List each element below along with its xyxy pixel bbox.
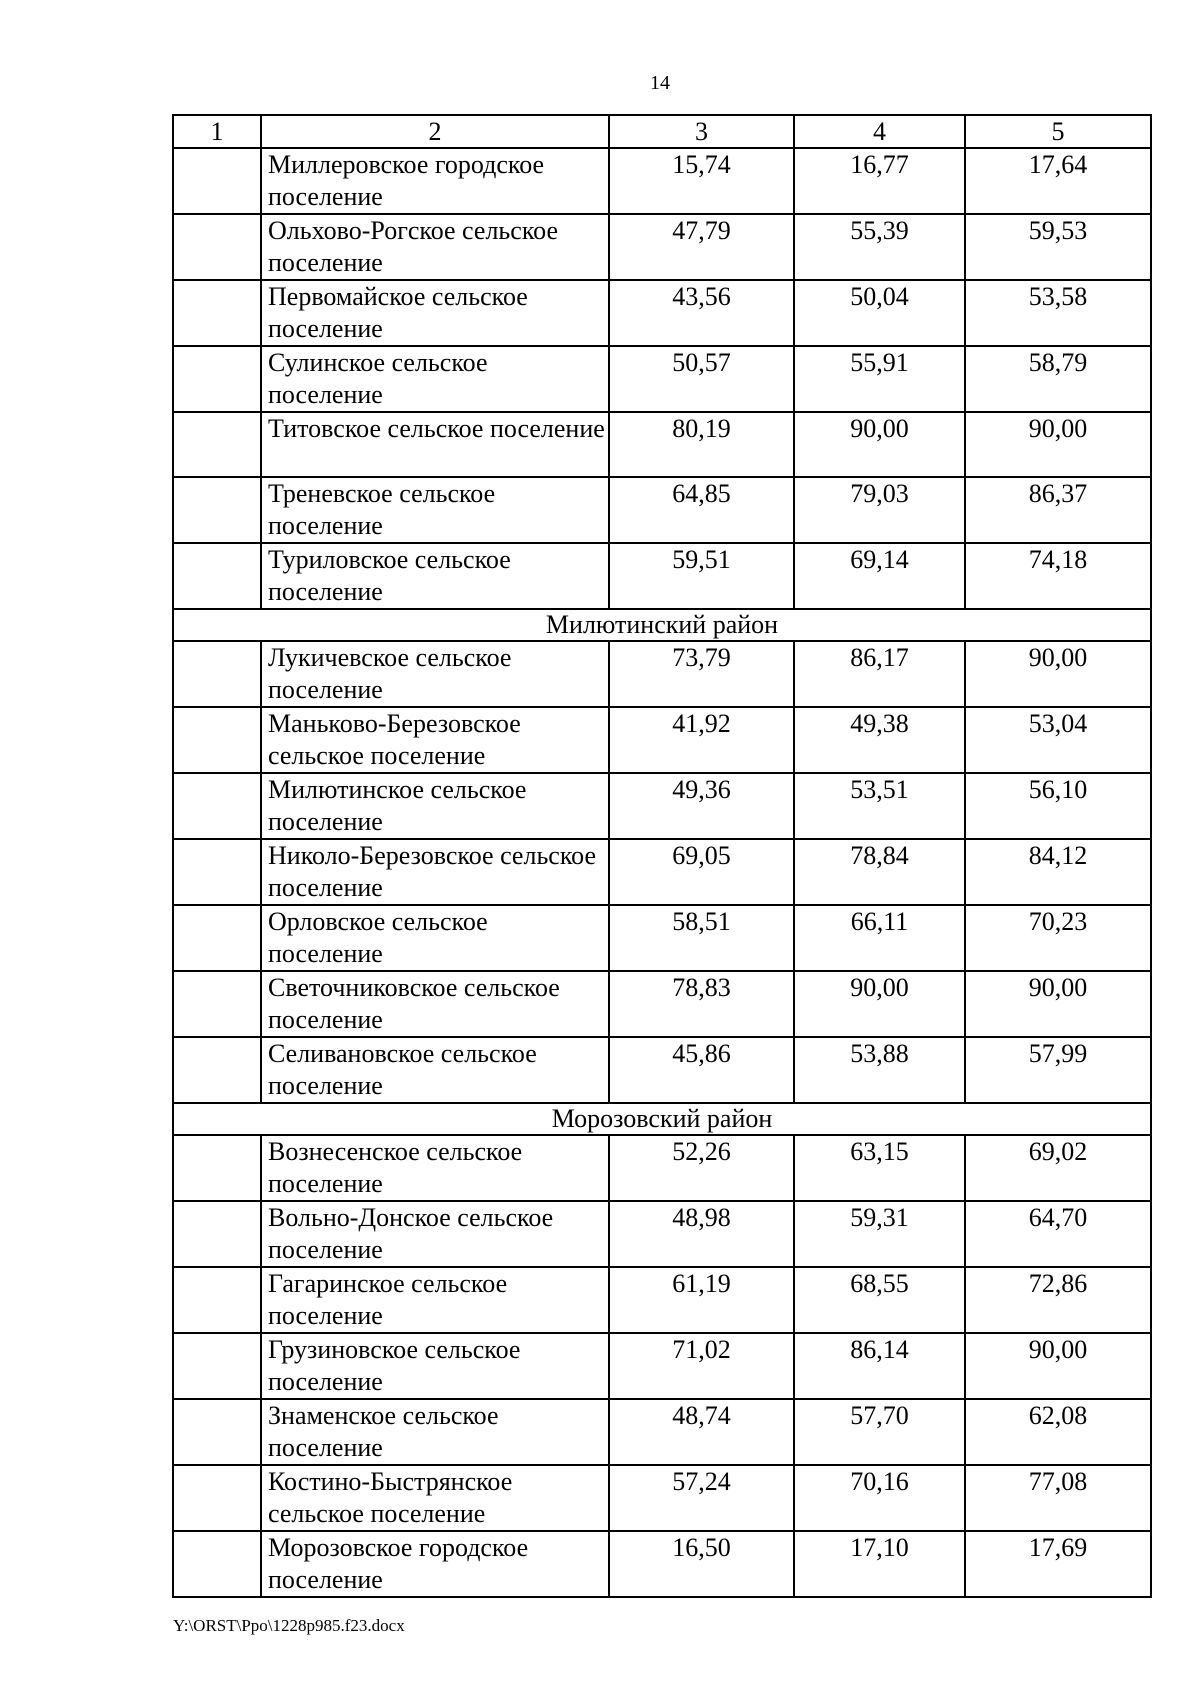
value-col3-cell: 47,79 (609, 214, 794, 280)
value-col5-cell: 59,53 (965, 214, 1151, 280)
settlement-name-cell: Ольхово-Рогское сельское поселение (261, 214, 609, 280)
value-col3-cell: 41,92 (609, 707, 794, 773)
table-row (173, 707, 1151, 773)
value-col3-cell: 61,19 (609, 1267, 794, 1333)
row-number-cell (173, 1531, 261, 1597)
table-row (173, 773, 1151, 839)
settlement-name-cell: Титовское сельское поселение (261, 412, 609, 477)
value-col3-cell: 78,83 (609, 971, 794, 1037)
value-col4-cell: 17,10 (794, 1531, 965, 1597)
table-row (173, 1399, 1151, 1465)
value-col3-cell: 49,36 (609, 773, 794, 839)
value-col4-cell: 90,00 (794, 971, 965, 1037)
value-col3-cell: 52,26 (609, 1135, 794, 1201)
value-col5-cell: 72,86 (965, 1267, 1151, 1333)
value-col3-cell: 48,98 (609, 1201, 794, 1267)
table-row (173, 1465, 1151, 1531)
table-row (173, 1037, 1151, 1103)
value-col3-cell: 48,74 (609, 1399, 794, 1465)
table-row (173, 1333, 1151, 1399)
value-col5-cell: 17,64 (965, 148, 1151, 214)
footer-file-path: Y:\ORST\Ppo\1228p985.f23.docx (173, 1616, 405, 1635)
row-number-cell (173, 1201, 261, 1267)
settlement-name-cell: Сулинское сельское поселение (261, 346, 609, 412)
value-col4-cell: 79,03 (794, 477, 965, 543)
table-row (173, 1201, 1151, 1267)
value-col4-cell: 90,00 (794, 412, 965, 477)
row-number-cell (173, 477, 261, 543)
value-col5-cell: 64,70 (965, 1201, 1151, 1267)
table-row (173, 971, 1151, 1037)
value-col4-cell: 55,91 (794, 346, 965, 412)
value-col4-cell: 50,04 (794, 280, 965, 346)
settlement-name-cell: Милютинское сельское поселение (261, 773, 609, 839)
column-header-1: 1 (173, 115, 261, 148)
value-col4-cell: 53,51 (794, 773, 965, 839)
value-col4-cell: 63,15 (794, 1135, 965, 1201)
table-row (173, 1135, 1151, 1201)
value-col5-cell: 57,99 (965, 1037, 1151, 1103)
row-number-cell (173, 1465, 261, 1531)
settlement-name-cell: Вольно-Донское сельское поселение (261, 1201, 609, 1267)
value-col4-cell: 16,77 (794, 148, 965, 214)
value-col3-cell: 45,86 (609, 1037, 794, 1103)
table-row (173, 346, 1151, 412)
settlement-name-cell: Грузиновское сельское поселение (261, 1333, 609, 1399)
table-row (173, 214, 1151, 280)
section-header-row (173, 609, 1151, 641)
row-number-cell (173, 543, 261, 609)
row-number-cell (173, 1135, 261, 1201)
value-col3-cell: 73,79 (609, 641, 794, 707)
value-col4-cell: 66,11 (794, 905, 965, 971)
value-col4-cell: 86,17 (794, 641, 965, 707)
table-row (173, 148, 1151, 214)
row-number-cell (173, 641, 261, 707)
value-col3-cell: 58,51 (609, 905, 794, 971)
value-col3-cell: 57,24 (609, 1465, 794, 1531)
value-col4-cell: 53,88 (794, 1037, 965, 1103)
value-col4-cell: 49,38 (794, 707, 965, 773)
row-number-cell (173, 1037, 261, 1103)
settlement-name-cell: Туриловское сельское поселение (261, 543, 609, 609)
table-row (173, 280, 1151, 346)
table-row (173, 412, 1151, 477)
table-row (173, 1531, 1151, 1597)
settlement-name-cell: Маньково-Березовское сельское поселение (261, 707, 609, 773)
row-number-cell (173, 148, 261, 214)
value-col3-cell: 80,19 (609, 412, 794, 477)
value-col5-cell: 74,18 (965, 543, 1151, 609)
value-col5-cell: 62,08 (965, 1399, 1151, 1465)
column-header-2: 2 (261, 115, 609, 148)
value-col4-cell: 68,55 (794, 1267, 965, 1333)
settlement-name-cell: Миллеровское городское поселение (261, 148, 609, 214)
settlement-name-cell: Селивановское сельское поселение (261, 1037, 609, 1103)
value-col3-cell: 64,85 (609, 477, 794, 543)
value-col4-cell: 55,39 (794, 214, 965, 280)
row-number-cell (173, 1333, 261, 1399)
column-header-3: 3 (609, 115, 794, 148)
settlement-name-cell: Светочниковское сельское поселение (261, 971, 609, 1037)
value-col3-cell: 50,57 (609, 346, 794, 412)
settlement-name-cell: Николо-Березовское сельское поселение (261, 839, 609, 905)
table-row (173, 905, 1151, 971)
value-col5-cell: 70,23 (965, 905, 1151, 971)
table-body (173, 148, 1151, 1597)
settlement-name-cell: Костино-Быстрянское сельское поселение (261, 1465, 609, 1531)
settlement-name-cell: Треневское сельское поселение (261, 477, 609, 543)
section-title: Милютинский район (173, 609, 1151, 641)
value-col5-cell: 86,37 (965, 477, 1151, 543)
column-header-4: 4 (794, 115, 965, 148)
row-number-cell (173, 412, 261, 477)
table-row (173, 543, 1151, 609)
value-col5-cell: 77,08 (965, 1465, 1151, 1531)
value-col3-cell: 16,50 (609, 1531, 794, 1597)
section-header-row (173, 1103, 1151, 1135)
data-table (172, 114, 1152, 1598)
settlement-name-cell: Морозовское городское поселение (261, 1531, 609, 1597)
value-col4-cell: 70,16 (794, 1465, 965, 1531)
value-col5-cell: 69,02 (965, 1135, 1151, 1201)
value-col5-cell: 90,00 (965, 412, 1151, 477)
row-number-cell (173, 214, 261, 280)
value-col5-cell: 58,79 (965, 346, 1151, 412)
value-col4-cell: 57,70 (794, 1399, 965, 1465)
value-col3-cell: 15,74 (609, 148, 794, 214)
value-col4-cell: 59,31 (794, 1201, 965, 1267)
value-col4-cell: 69,14 (794, 543, 965, 609)
row-number-cell (173, 839, 261, 905)
row-number-cell (173, 1399, 261, 1465)
table-row (173, 477, 1151, 543)
value-col5-cell: 53,58 (965, 280, 1151, 346)
row-number-cell (173, 707, 261, 773)
value-col5-cell: 84,12 (965, 839, 1151, 905)
settlement-name-cell: Лукичевское сельское поселение (261, 641, 609, 707)
section-title: Морозовский район (173, 1103, 1151, 1135)
value-col5-cell: 56,10 (965, 773, 1151, 839)
value-col5-cell: 53,04 (965, 707, 1151, 773)
value-col3-cell: 69,05 (609, 839, 794, 905)
row-number-cell (173, 905, 261, 971)
value-col3-cell: 43,56 (609, 280, 794, 346)
row-number-cell (173, 346, 261, 412)
value-col5-cell: 17,69 (965, 1531, 1151, 1597)
row-number-cell (173, 280, 261, 346)
settlement-name-cell: Первомайское сельское поселение (261, 280, 609, 346)
value-col4-cell: 78,84 (794, 839, 965, 905)
settlement-name-cell: Вознесенское сельское поселение (261, 1135, 609, 1201)
row-number-cell (173, 1267, 261, 1333)
row-number-cell (173, 773, 261, 839)
table-row (173, 1267, 1151, 1333)
value-col4-cell: 86,14 (794, 1333, 965, 1399)
value-col3-cell: 71,02 (609, 1333, 794, 1399)
value-col3-cell: 59,51 (609, 543, 794, 609)
row-number-cell (173, 971, 261, 1037)
data-table-container (172, 114, 1152, 1598)
settlement-name-cell: Знаменское сельское поселение (261, 1399, 609, 1465)
table-header-row (173, 115, 1151, 148)
column-header-5: 5 (965, 115, 1151, 148)
settlement-name-cell: Гагаринское сельское поселение (261, 1267, 609, 1333)
table-row (173, 641, 1151, 707)
value-col5-cell: 90,00 (965, 971, 1151, 1037)
page-number: 14 (650, 72, 670, 94)
table-row (173, 839, 1151, 905)
value-col5-cell: 90,00 (965, 641, 1151, 707)
settlement-name-cell: Орловское сельское поселение (261, 905, 609, 971)
value-col5-cell: 90,00 (965, 1333, 1151, 1399)
